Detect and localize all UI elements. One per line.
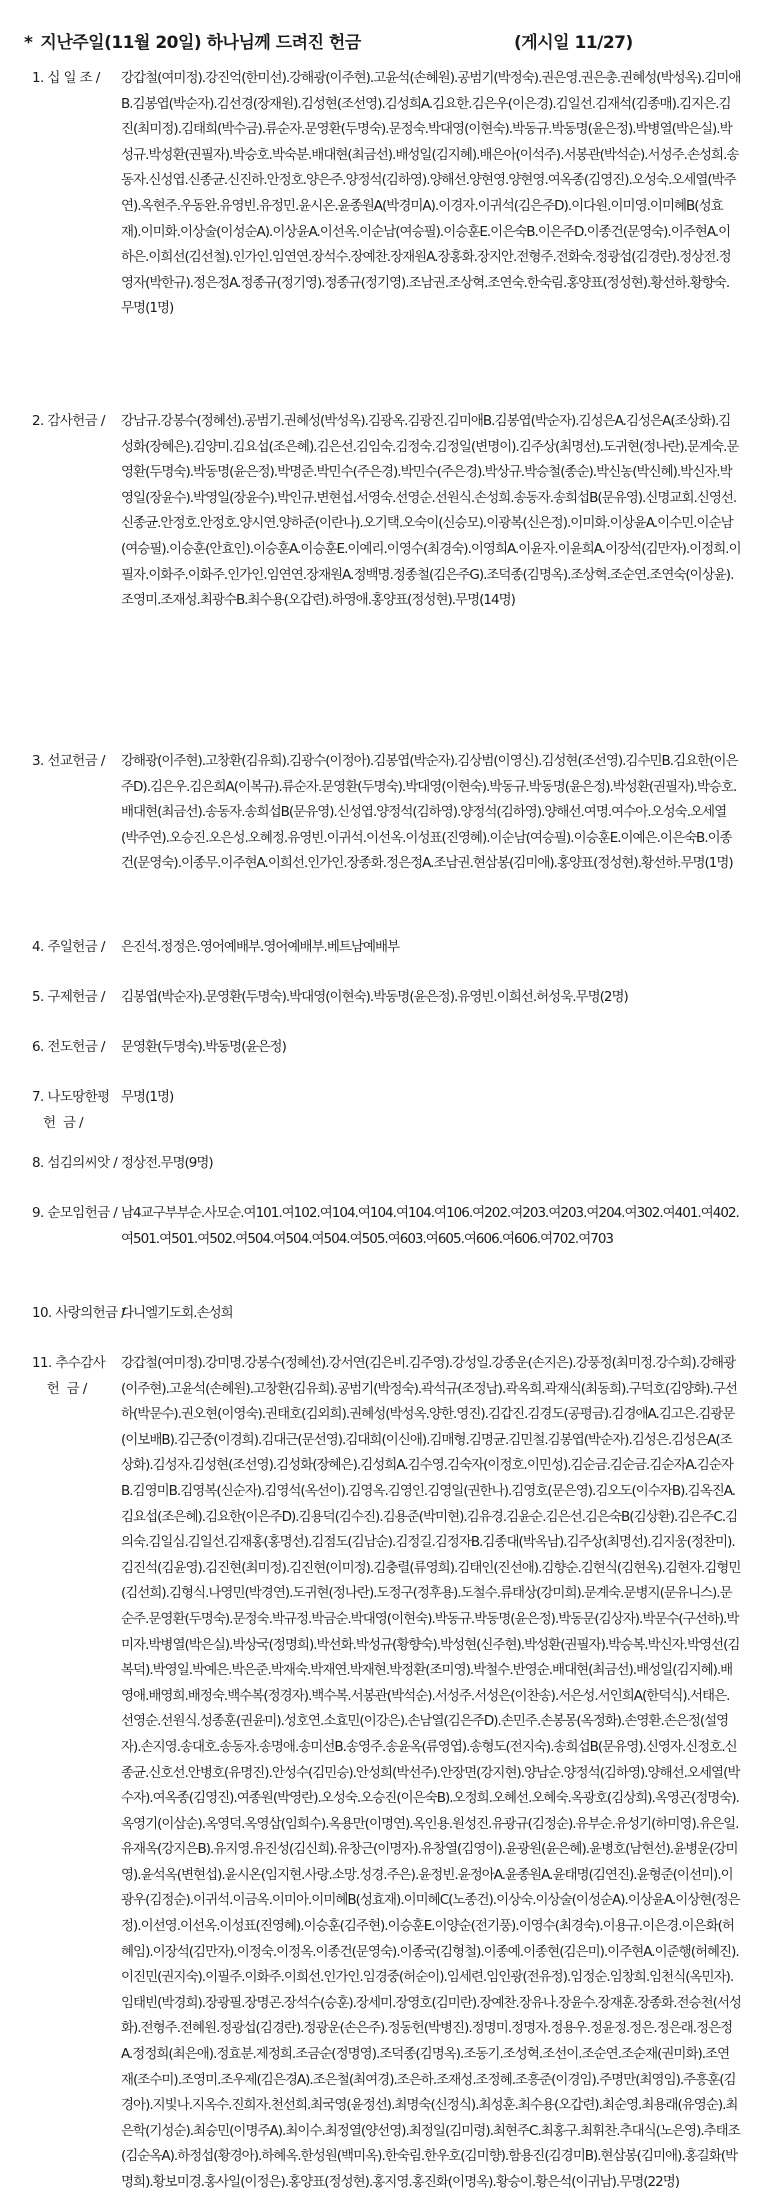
- section-tithe: [0, 66, 760, 317]
- section-body: 정상전.무명(9명): [121, 1155, 213, 1171]
- section-label: 1. 십 일 조 /: [32, 70, 100, 86]
- section-relief: [0, 985, 760, 1011]
- section-thanksgiving: [0, 409, 760, 609]
- section-label: 10. 사랑의헌금 /: [32, 1305, 126, 1321]
- section-label: 5. 구제헌금 /: [32, 989, 105, 1005]
- section-body: 강해광(이주현).고창환(김유희).김광수(이정아).김봉엽(박순자).김상범(이영신).김성현(조선영).김수민B.김요한(이은주D).김은우.김은희A(이복규).류순자.문영환(두명숙).박대영(이현숙).박동규.박동명(윤은정).박성환(권필자).박승호.배대현(최금선).송동자.송희섭B(문유영).신성엽.양정석(김하영).양정석(김하영).양해선.여명.여수아.오성숙.오세열(박주연).오승진.오은성.오혜정.유영빈.이귀석.이선옥.이성표(진영혜).이순남(여승필).이승훈E.이예은.이은숙B.이종건(문영숙).이종무.이주현A.이희선.인가인.장종화.정은정A.조남권.현삼봉(김미애).홍양표(정성현).황선하.무명(1명): [121, 753, 738, 872]
- section-label: 3. 선교헌금 /: [32, 753, 105, 769]
- section-body: 김봉엽(박순자).문영환(두명숙).박대영(이현숙).박동명(윤은정).유영빈.이희선.허성욱.무명(2명): [121, 989, 628, 1005]
- notice-title: [24, 28, 633, 53]
- section-body: 다니엘기도회.손성희: [121, 1305, 233, 1321]
- title-bullet: *: [24, 33, 33, 53]
- section-label: 8. 섬김의씨앗 /: [32, 1155, 118, 1171]
- section-body: 문영환(두명숙).박동명(윤은정): [121, 1039, 286, 1055]
- section-body: 강갑철(여미정).강미명.강봉수(정혜선).강서연(김은비.김주영).강성일.강종운(손지은).강풍정(최미정.강수희).강해광(이주현).고윤석(손혜원).고창환(김유희).공범기(박정숙).곽석규(조정남).곽옥희.곽재식(최동희).구덕호(김양화).구선하(박문수).권오현(이영숙).권태호(김외희).권혜성(박성옥.양한.영진).김갑진.김경도(공평금).김경애A.김고은.김광문(이보배B).김근중(이경희).김대근(문선영).김대희(이신애).김매형.김명균.김민철.김봉엽(박순자).김성은.김성은A(조상화).김성자.김성현(조선영).김성화(장혜은).김성희A.김수영.김숙자(이정호.이민성).김순금.김순금.김순자A.김순자B.김영미B.김영복(신순자).김영석(옥선이).김영옥.김영인.김영일(권한나).김영호(문은영).김오도(이수자B).김옥진A.김요섭(조은혜).김요한(이은주D).김용덕(김수진).김용준(박미현).김유경.김윤순.김은선.김은숙B(김상환).김은주C.김의숙.김일심.김일선.김재홍(홍명선).김점도(김남순).김정길.김정자B.김종대(박옥남).김주상(최명선).김지웅(정찬미).김진석(김윤영).김진현(최미정).김진현(이미정).김충렬(류영희).김태인(진선애).김향순.김현식(김현옥).김현자.김형민(김선희).김형식.나영민(박경연).도귀현(정나란).도정구(정후용).도철수.류태상(강미희).문계숙.문병지(문유니스).문순주.문영환(두명숙).문정숙.박규정.박금순.박대영(이현숙).박동규.박동명(윤은정).박동문(김상자).박문수(구선하).박미자.박병열(박은실).박상국(정명희).박선화.박성규(황향숙).박성현(신주현).박성환(권필자).박승복.박신자.박영선(김복덕).박영일.박예은.박은준.박재숙.박재연.박재현.박정환(조미영).박철수.반영순.배대현(최금선).배성일(김지혜).배영애.배영희.배정숙.백수복(정경자).백수복.서봉관(박석순).서성주.서성은(이찬송).서은성.서인희A(한덕식).서태은.선영순.선원식.성종훈(권윤미).성호연.소효민(이강은).손남열(김은주D).손민주.손봉몽(옥정화).손영환.손은정(설영자).손지영.송대호.송동자.송명애.송미선B.송영주.송윤옥(류영엽).송형도(전지숙).송희섭B(문유영).신영자.신정호.신종균.신호선.안병호(유명진).안성수(김민승).안성희(박선주).안장면(강지현).양남순.양정석(김하영).양해선.오세열(박수자).여옥종(김영진).여종원(박영란).오성숙.오승진(이은숙B).오정희.오혜선.오혜숙.옥광호(김상희).옥영곤(정명숙).옥영기(이삼순).옥영덕.옥영삼(임희수).옥용만(이명연).옥인용.원성진.유광규(김정순).유부순.유성기(하미영).유은일.유재옥(강지은B).유지영.유진성(김신희).유창근(이명자).유창열(김영이).윤광원(윤은혜).윤병호(남현선).윤병운(강미영).윤석옥(변현섭).윤시온(임지현.사랑.소망.성경.주은).윤정빈.윤정아A.윤종원A.윤태명(김연진).윤형준(이선미).이광우(김정순).이귀석.이금옥.이미아.이미혜B(성효재).이미혜C(노종건).이상숙.이상술(이성순A).이상윤A.이상현(정은정).이선영.이선옥.이성표(진영혜).이승훈(김주현).이승훈E.이양순(전기풍).이영수(최경숙).이용규.이은경.이은화(허혜임).이장석(김만자).이정숙.이정옥.이종건(문영숙).이종국(김형철).이종예.이종현(김은미).이주현A.이준행(허혜진).이진민(권지숙).이필주.이화주.이희선.인가인.임경중(허순이).임세련.임인광(전유정).임정순.임창희.임천식(옥민자).임태빈(박경희).장광필.장명곤.장석수(승훈).장세미.장영호(김미란).장예찬.장유나.장윤수.장재훈.장종화.전승천(서성화).전형주.전혜원.정광섭(김경란).정광운(손은주).정동헌(박병진).정명미.정명자.정용우.정윤정.정은.정은래.정은정A.정정희(최은애).정효분.제정희.조금순(정명영).조덕종(김명옥).조동기.조성혁.조선이.조순연.조순재(권미화).조연재(조수미).조영미.조우제(김은경A).조은철(최여경).조은하.조재성.조정혜.조흥준(이경임).주명만(최영임).주흥훈(김경아).지빛나.지옥수.진희자.천선희.최국영(윤정선).최명숙(신정식).최성훈.최수용(오갑련).최순영.최용래(유영순).최은학(기성순).최승민(이명주A).최이수.최정열(양선영).최정일(김미령).최현주C.최홍구.최휘찬.추대식(노은영).추태조(김순옥A).하정섭(황경아).하혜옥.한성원(백미옥).한숙림.한우호(김미향).함용진(김경미B).현삼봉(김미애).홍길화(박명희).황보미경.홍사일(이정은).홍양표(정성현).홍지영.홍진화(이명옥).황승이.황은석(이귀남).무명(22명): [121, 1355, 741, 2190]
- section-label: 2. 감사헌금 /: [32, 413, 105, 429]
- section-label: 4. 주일헌금 /: [32, 939, 105, 955]
- section-label: 6. 전도헌금 /: [32, 1039, 105, 1055]
- section-sunday: [0, 935, 760, 961]
- section-cell-group: [0, 1201, 760, 1279]
- section-harvest-thanksgiving: [0, 1351, 760, 2190]
- title-text: 지난주일(11월 20일) 하나님께 드려진 헌금: [40, 33, 361, 53]
- section-body: 무명(1명): [121, 1089, 174, 1105]
- section-label: 11. 추수감사 헌 금 /: [32, 1355, 106, 1397]
- section-serving-seed: [0, 1151, 760, 1177]
- section-body: 은진석.정정은.영어예배부.영어예배부.베트남예배부: [121, 939, 400, 955]
- section-body: 남4교구부부순.사모순.여101.여102.여104.여104.여104.여106.여202.여203.여203.여204.여302.여401.여402.여501.여501.여502.여504.여504.여504.여505.여603.여605.여606.여606.여702.여703: [121, 1205, 739, 1247]
- section-land: [0, 1085, 760, 1137]
- section-evangelism: [0, 1035, 760, 1061]
- section-body: 강갑철(여미정).강진억(한미선).강해광(이주현).고윤석(손혜원).공범기(박정숙).권은영.권은총.권혜성(박성옥).김미애B.김봉엽(박순자).김선경(장재원).김성현(조선영).김성희A.김요한.김은우(이은경).김일선.김재석(김종매).김지은.김진(최미정).김태희(박수금).류순자.문영환(두명숙).문정숙.박대영(이현숙).박동규.박동명(윤은정).박병열(박은실).박성규.박성환(권필자).박승호.박숙분.배대현(최금선).배성일(김지혜).배은아(이석주).서봉관(박석순).서성주.손성희.송동자.신성엽.신종균.신진하.안정호.양은주.양정석(김하영).양해선.양현영.양현영.여옥종(김영진).오성숙.오세열(박주연).옥현주.우동완.유영빈.유정민.윤시온.윤종원A(박경미A).이경자.이귀석(김은주D).이다원.이미영.이미혜B(성효재).이미화.이상술(이성순A).이상윤A.이선옥.이순남(여승필).이승훈E.이은숙B.이은주D.이종건(문영숙).이주현A.이하은.이희선(김선철).인가인.임연연.장석수.장예찬.장재원A.장홍화.장지안.전형주.전화숙.정광섭(김경란).정상전.정영자(박한규).정은정A.정종규(정기영).정종규(정기영).조남권.조상혁.조연숙.한숙림.홍양표(정성현).황선하.황향숙.무명(1명): [121, 70, 741, 317]
- section-love: [0, 1301, 760, 1327]
- section-mission: [0, 749, 760, 909]
- section-label: 7. 나도땅한평 헌 금 /: [32, 1089, 110, 1131]
- section-label: 9. 순모임헌금 /: [32, 1205, 118, 1221]
- section-body: 강남규.강봉수(정혜선).공범기.권혜성(박성옥).김광옥.김광진.김미애B.김봉엽(박순자).김성은A.김성은A(조상화).김성화(장혜은).김양미.김요섭(조은혜).김은선.김임숙.김정숙.김정일(변명이).김주상(최명선).도귀현(정나란).문계숙.문영환(두명숙).박동명(윤은정).박명준.박민수(주은경).박민수(주은경).박상규.박승철(종순).박신농(박신혜).박신자.박영일(장윤수).박영일(장윤수).박인규.변현섭.서영숙.선영순.선원식.손성희.송동자.송희섭B(문유영).신명교회.신영선.신종균.안정호.안정호.양시연.양하준(이란나).오기택.오숙이(신승모).이광복(신은정).이미화.이상윤A.이수민.이순남(여승필).이승훈(안효인).이승훈A.이승훈E.이예리.이영수(최경숙).이영희A.이윤자.이윤희A.이장석(김만자).이정희.이필자.이화주.이화주.인가인.임연연.장재원A.정백명.정종철(김은주G).조덕종(김명옥).조상혁.조순연.조연숙(이상윤).조영미.조재성.최광수B.최수용(오갑련).하영애.홍양표(정성현).무명(14명): [121, 413, 741, 609]
- posted-date: (게시일 11/27): [514, 33, 633, 53]
